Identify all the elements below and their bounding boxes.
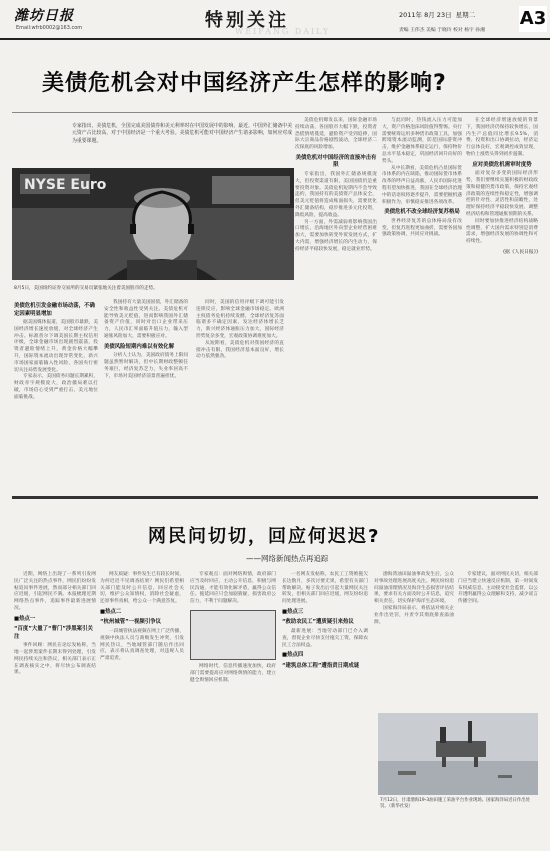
article-column-3 <box>196 300 284 361</box>
divider <box>12 112 538 113</box>
section-watermark: WEIFANG DAILY <box>235 27 331 36</box>
body-text: 从短期看，美债危机对我国经济的直接冲击有限，我国经济基本面良好，增长动力依然强劲。 <box>196 340 284 360</box>
weekday-text: 星期二 <box>455 11 476 19</box>
article2-column-4 <box>282 572 368 672</box>
body-text: 事件回顾：网民在论坛发帖称，当地一起涉黑案件长期未得到处理，引发网民持续关注和热议，相关部门表示正在调查核实之中，将尽快公布调查结果。 <box>14 643 96 676</box>
oil-photo-caption: 7月12日，甘肃渤海19-3油田施工采油平台作业现场。国家海洋局近日作出处罚。（新华社发） <box>380 798 531 809</box>
article-column-2 <box>104 300 188 380</box>
body-text: 一名网友发帖称，农民工工资被拖欠长达数月，多次讨要无果，希望有关部门帮助解决。帖子发出后引起大量网民关注转发，但相关部门回应迟缓，网友纷纷追问处理进展。 <box>282 572 368 605</box>
body-text: 最新进展：当地劳动部门已介入调查，督促企业尽快支付拖欠工资，保障农民工合法权益。 <box>282 628 368 648</box>
section-heading-5: 应对美债危机需审时度势 <box>472 161 532 168</box>
article2-column-1 <box>14 572 96 677</box>
body-text: 面对复杂多变的国际经济形势，我们要继续实施积极的财政政策和稳健的货币政策，保持宏观经济政策的连续性和稳定性，增强调控的针对性、灵活性和前瞻性，处理好保持经济平稳较快发展、调整经济结构和管理通胀预期的关系。 <box>466 171 538 218</box>
hot-topic-title: “救助农民工”遭质疑引来热议 <box>282 619 354 626</box>
hot-topic-title: “杭州城管”一视频引争议 <box>100 619 161 626</box>
body-text: 据美国媒体报道，美国股市暴跌，美国经济增长速度放缓，对全球经济产生冲击。标准普尔下调美国长期主权信用评级，全球金融市场出现剧烈震荡，投资者避险情绪上升，黄金价格大幅攀升，国际资本流动出现异常变化，新兴市场国家面临输入性风险，各国央行密切关注局势发展变化。 <box>14 320 99 373</box>
body-text: 网友质疑：事件发生已有较长时间，为何迟迟不见调查结果？网民们希望相关部门能及时公开信息，回应社会关切，维护公众知情权，消除社会疑虑，还原事件真相，给公众一个满意答复。 <box>100 572 185 605</box>
body-text: 网络时代，信息传播速度加快，政府部门需要提高应对网络舆情的能力，建立健全舆情回应机制。 <box>190 663 276 683</box>
hot-topic-label: ■热点一 <box>14 615 36 622</box>
body-text: 近期，网络上出现了一系列引发网民广泛关注的热点事件，网民们纷纷发帖追问事件进展，然而部分相关部门回应迟缓，引起网民不满。本报梳理近期网络热点事件，追踪事件最新进展情况。 <box>14 572 96 611</box>
section-heading-4: 美债危机不改全球经济复苏格局 <box>384 209 460 216</box>
svg-text:NYSE Euro: NYSE Euro <box>24 177 107 193</box>
section-heading-3: 美债危机对中国经济的直接冲击有限 <box>295 154 377 169</box>
body-text: 渤海湾油田溢油事故发生后，公众对事故处理进展高度关注。网民纷纷追问溢油清理情况及海洋生态损害评估结果，要求有关方面及时公开信息，追究相关责任，切实保护海洋生态环境。 <box>374 572 454 605</box>
body-text: 世界经济复苏的总体格局没有改变，但复苏进程更加曲折，需要各国加强政策协调，共同应对挑战。 <box>382 218 462 238</box>
body-text: 我国持有大量美国国债，外汇储备的安全性和收益性受到关注。美债危机可能导致美元贬值，进而影响我国外汇储备资产价值，同时对出口企业带来压力，人民币汇率面临升值压力，输入型通胀风险加大，需要积极应对。 <box>104 300 189 339</box>
body-text: 专家表示，美国债务问题长期累积，财政赤字规模庞大，政治僵局难以打破，市场信心受到严重打击，美元地位面临挑战。 <box>14 374 99 400</box>
date-text: 2011年 8月 23日 <box>399 11 452 19</box>
body-text: 国家海洋局表示，将依法对相关企业作出处罚，并责令其彻底排查溢油源。 <box>374 605 454 625</box>
hot-topic-label: ■热点二 <box>100 608 122 615</box>
body-text: 从中长期看，美债危机凸显国际货币体系的内在缺陷，推动国际货币体系改革的呼声日益高涨，人民币国际化进程有望加快推进，我国在全球经济治理中的话语权将逐步提升，需要把握机遇积极作为，审慎稳妥推进各项改革。 <box>382 165 462 205</box>
body-text: 另一方面，外需减弱将影响我国出口增长，沿海地区外向型企业经营困难加大，需要加快转变外贸发展方式，扩大内需，增强经济增长的内生动力，保持经济平稳较快发展，稳定就业形势。 <box>295 219 377 252</box>
body-text: 一段城管执法视频在网上广泛传播，视频中执法人员与商贩发生冲突，引发网民热议，当地城管部门随后作出回应，表示将认真调查处理，对违规人员严肃追责。 <box>100 628 185 662</box>
article2-column-5 <box>374 572 454 626</box>
editors-line: 责编 王伟杰 美编 于晓玲 校对 杨宇 孙湘 <box>399 28 485 33</box>
issue-date <box>399 10 475 19</box>
masthead <box>0 0 550 40</box>
body-text: 分析人士认为，美国政府债务上限问题虽然暂时解决，但中长期财政整顿任务艰巨，经济复苏乏力，失业率居高不下，市场对美国经济前景普遍担忧。 <box>104 353 189 379</box>
body-text: 同时，美国的信用评级下调可能引发连锁反应，影响全球金融市场稳定。欧洲主权债务危机持续发酵，全球经济复苏面临诸多不确定因素，发达经济体增长乏力，新兴经济体通胀压力加大，国际经济形势复杂多变，宏观政策协调难度加大。 <box>196 300 284 339</box>
body-text: 与此同时，热钱流入压力可能加大，资产价格泡沫风险值得警惕。央行需要统筹运用多种货币政策工具，加强跨境资本流动监测，防范国际游资冲击，维护金融体系稳定运行，保持物价总水平基本稳定，巩固经济回升向好的势头。 <box>382 118 462 164</box>
hot-topic-label: ■热点四 <box>282 652 304 659</box>
oil-platform-image <box>378 713 538 795</box>
byline: (据《人民日报》) <box>503 250 538 256</box>
article2-subhead: ——网络新闻热点再追踪 <box>246 554 329 563</box>
body-text: 专家指出，我国外汇储备规模庞大，但投资渠道有限，美国国债仍是重要投资对象。美债危机短期内不会导致违约，我国持有的美债资产总体安全，但美元贬值将造成账面损失，需要优化外汇储备结构，稳步推进多元化投资，降低风险，提高收益。 <box>295 171 377 218</box>
email-address: Email:wfrb0002@163.com <box>16 25 83 31</box>
page-number: A3 <box>519 6 547 32</box>
article2-column-2 <box>100 572 184 663</box>
article-lead: 专家指出，美债危机，全国完成美国债券和美元利率时在中国发展中的影响，最近，中国外汇储备中美元资产占比较高，对于中国经济是一个重大考验。美债危机可能对中国经济产生诸多影响，如何应对成为重要课题。 <box>72 123 293 144</box>
article-column-6 <box>466 118 538 255</box>
oil-platform-photo <box>378 713 538 795</box>
section-separator <box>12 496 538 499</box>
body-text: 专家建议，面对网民关切，相关部门应当建立快速反应机制，第一时间发布权威信息，主动接受社会监督，以公开透明赢得公众理解和支持，减少谣言传播空间。 <box>458 572 538 605</box>
hot-topic-title: “建筑总体工程”遭指责日期成谜 <box>282 662 360 669</box>
body-text: 专家观点：面对网络舆情，政府部门应当及时回应，主动公开信息，积极与网民沟通，才能有效化解矛盾，赢得公众信任。拖延回应只会加剧猜疑，损害政府公信力，不利于问题解决。 <box>190 572 276 605</box>
hot-topic-label: ■热点三 <box>282 608 304 615</box>
article-column-4 <box>295 118 377 254</box>
photo-caption: 8月5日，美国纽约证券交易所的交易员紧张地关注着美国股市的走势。 <box>14 286 158 291</box>
article2-column-3 <box>190 572 276 684</box>
trader-photo-image <box>12 168 294 280</box>
info-box <box>190 610 276 660</box>
article-headline: 美债危机会对中国经济产生怎样的影响? <box>42 71 447 96</box>
article-column-5 <box>382 118 462 239</box>
body-text: 同时要加快推进经济结构战略性调整，扩大国内需求特别是消费需求，增强经济发展的协调性和可持续性。 <box>466 218 538 245</box>
trader-photo <box>12 168 294 280</box>
body-text: 在全球经济增速放缓的背景下，我国经济仍保持较快增长，国内生产总值同比增长9.5%，消费、投资和出口协调拉动，经济运行总体良好，宏观调控成效显现，物价上涨势头得到初步遏制。 <box>466 118 538 157</box>
section-title: 特别关注 <box>205 10 289 31</box>
article-column-1 <box>14 300 98 402</box>
body-text: 美债危机爆发以来，国际金融市场持续动荡，各国股市大幅下跌，投资者恐慌情绪蔓延，避险资产受到追捧，国际大宗商品价格剧烈波动，全球经济二次探底的风险增加。 <box>295 118 377 151</box>
hot-topic-title: “百度”大量了“曹门”涉黑案引关注 <box>14 626 93 640</box>
article2-headline: 网民问切切，回应何迟迟? <box>148 526 381 547</box>
section-heading-1: 美债危机引发金融市场动荡，不确定因素明显增加 <box>14 303 95 317</box>
article2-column-6 <box>458 572 538 606</box>
section-heading-2: 美债风险短期内难以有效化解 <box>104 343 175 350</box>
newspaper-logo: 潍坊日报 <box>14 8 74 24</box>
